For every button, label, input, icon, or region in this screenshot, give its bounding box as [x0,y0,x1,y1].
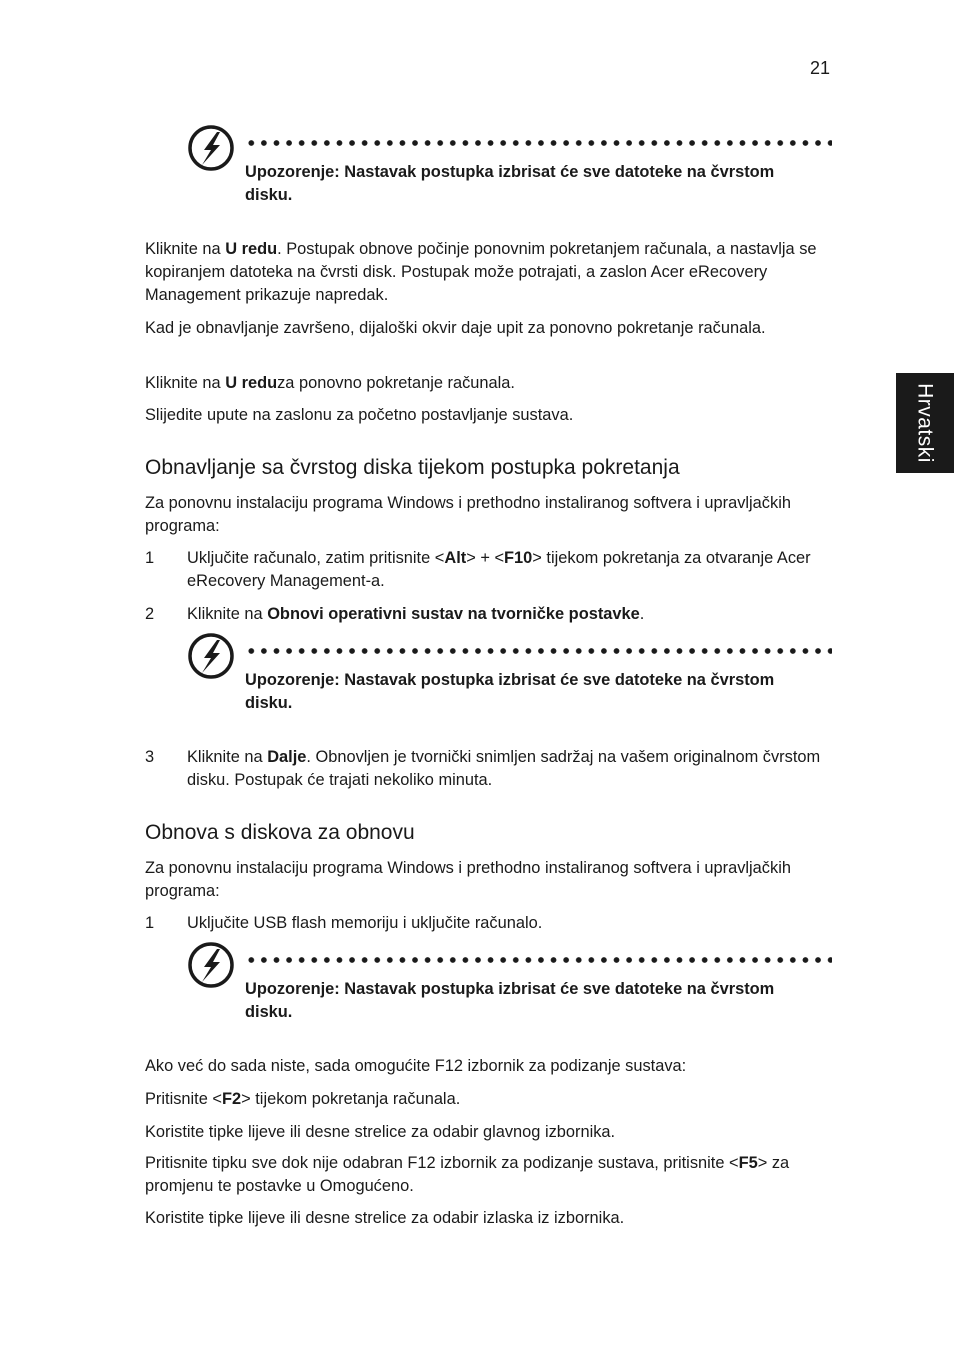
step-number: 3 [145,748,155,766]
step-number: 1 [145,549,155,567]
lightning-warning-icon [187,124,235,172]
warning-box [187,941,832,1041]
section-heading: Obnova s diskova za obnovu [145,821,415,844]
dotted-separator [245,648,832,654]
lightning-warning-icon [187,632,235,680]
warning-box [187,632,832,732]
step-number: 1 [145,914,155,932]
warning-text: Upozorenje: Nastavak postupka izbrisat će sve datoteke na čvrstom disku. [245,980,775,1021]
paragraph: Pritisnite <F2> tijekom pokretanja računala. [145,1090,461,1108]
paragraph: Koristite tipke lijeve ili desne strelice za odabir glavnog izbornika. [145,1123,616,1141]
paragraph: Za ponovnu instalaciju programa Windows i prethodno instaliranog softvera i upravljačkih programa: [145,859,791,900]
language-side-tab-label: Hrvatski [913,383,937,463]
paragraph: Kliknite na U redu. Postupak obnove počinje ponovnim pokretanjem računala, a nastavlja se kopiranjem datoteka na čvrsti disk. Postupak može potrajati, a zaslon Acer eRecovery Management prikazuje napredak. [145,240,817,304]
paragraph: Kad je obnavljanje završeno, dijaloški okvir daje upit za ponovno pokretanje računala. [145,319,766,337]
section-heading: Obnavljanje sa čvrstog diska tijekom postupka pokretanja [145,456,680,479]
warning-text: Upozorenje: Nastavak postupka izbrisat će sve datoteke na čvrstom disku. [245,671,775,712]
dotted-separator [245,957,832,963]
step-text: Kliknite na Obnovi operativni sustav na tvorničke postavke. [187,605,645,623]
paragraph: Ako već do sada niste, sada omogućite F12 izbornik za podizanje sustava: [145,1057,687,1075]
language-side-tab [896,373,954,473]
paragraph: Kliknite na U reduza ponovno pokretanje računala. [145,374,515,392]
paragraph: Slijedite upute na zaslonu za početno postavljanje sustava. [145,406,574,424]
paragraph: Koristite tipke lijeve ili desne strelice za odabir izlaska iz izbornika. [145,1209,625,1227]
lightning-warning-icon [187,941,235,989]
warning-text: Upozorenje: Nastavak postupka izbrisat će sve datoteke na čvrstom disku. [245,163,775,204]
warning-box [187,124,832,224]
dotted-separator [245,140,832,146]
paragraph: Pritisnite tipku sve dok nije odabran F12 izbornik za podizanje sustava, pritisnite <F5> za promjenu te postavke u Omogućeno. [145,1154,790,1195]
page-number: 21 [809,58,830,78]
step-text: Kliknite na Dalje. Obnovljen je tvornički snimljen sadržaj na vašem originalnom čvrstom disku. Postupak će trajati nekoliko minuta. [187,748,821,789]
paragraph: Za ponovnu instalaciju programa Windows i prethodno instaliranog softvera i upravljačkih programa: [145,494,791,535]
step-text: Uključite računalo, zatim pritisnite <Alt> + <F10> tijekom pokretanja za otvaranje Acer eRecovery Management-a. [187,549,811,590]
step-text: Uključite USB flash memoriju i uključite računalo. [187,914,543,932]
step-number: 2 [145,605,155,623]
